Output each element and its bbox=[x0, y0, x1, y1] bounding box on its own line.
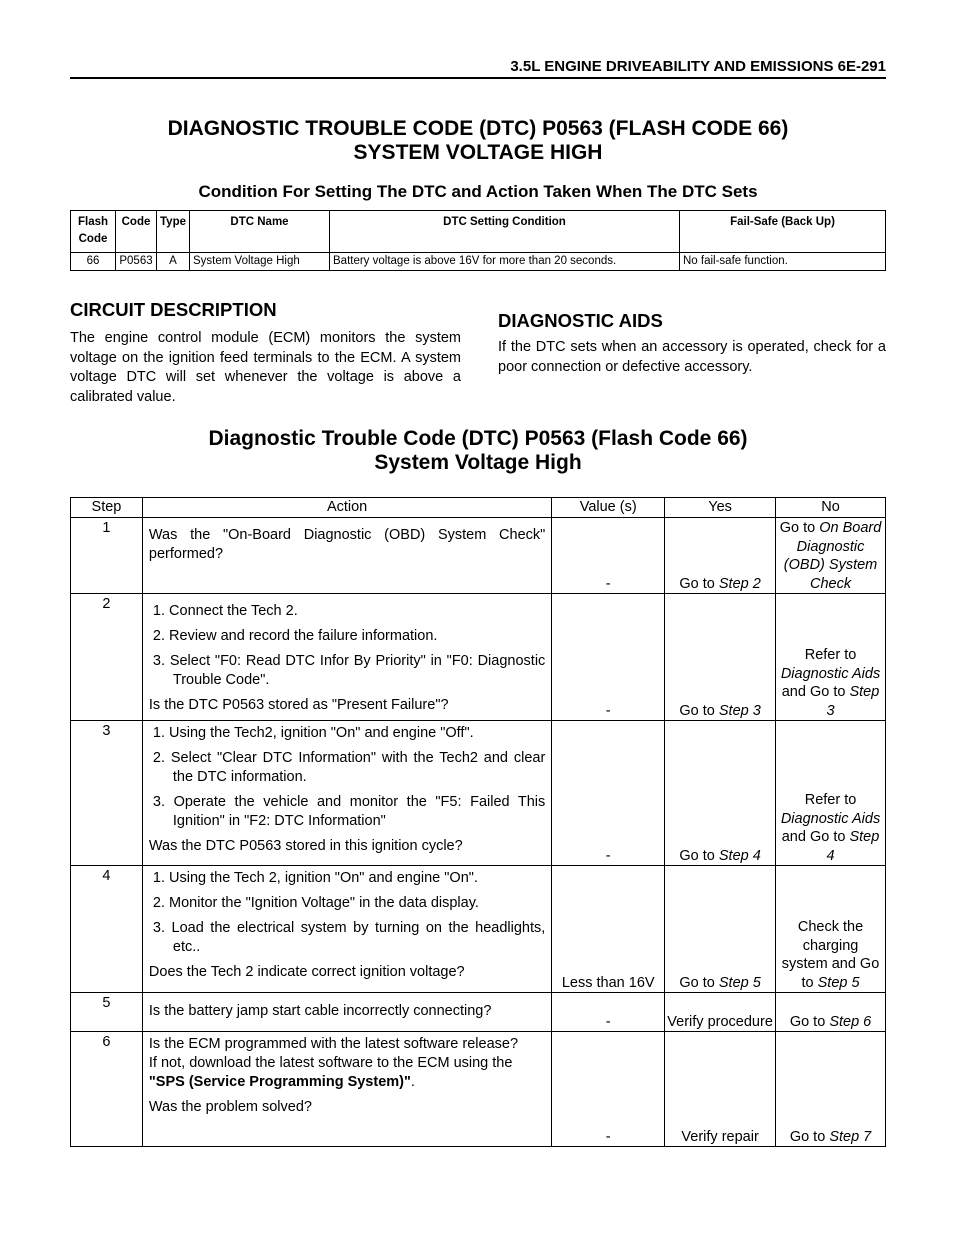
step-action bbox=[142, 721, 551, 866]
condition-table bbox=[70, 210, 886, 271]
step-number: 4 bbox=[71, 866, 143, 993]
circuit-description-text: The engine control module (ECM) monitors the system voltage on the ignition feed terminals to the ECM. A system voltage DTC will set whenever the voltage is above a calibrated value. bbox=[70, 330, 461, 405]
no-text: and Go to bbox=[781, 829, 850, 845]
no-obd-check-link[interactable]: On Board Diagnostic (OBD) System Check bbox=[783, 520, 882, 592]
table-row bbox=[71, 993, 886, 1032]
no-text: and Go to bbox=[781, 684, 850, 700]
cell-type: A bbox=[157, 253, 190, 271]
no-text: Refer to bbox=[804, 792, 857, 808]
no-step-link[interactable]: Step 3 bbox=[826, 684, 880, 719]
condition-header-row bbox=[71, 211, 886, 253]
step-yes bbox=[665, 594, 776, 721]
yes-text: Go to bbox=[679, 847, 719, 864]
condition-data-row bbox=[71, 253, 886, 271]
action-text: If not, download the latest software to the ECM using the bbox=[148, 1055, 513, 1071]
step-yes: Verify repair bbox=[665, 1032, 776, 1147]
table-title bbox=[70, 427, 886, 475]
step-no bbox=[776, 594, 886, 721]
no-diagnostic-aids-link[interactable]: Diagnostic Aids bbox=[780, 665, 881, 682]
action-item: 3. Select "F0: Read DTC Infor By Priority" in "F0: Diagnostic Trouble Code". bbox=[152, 653, 546, 688]
action-paragraph: Is the ECM programmed with the latest software release? bbox=[148, 1036, 519, 1052]
page-title bbox=[70, 117, 886, 165]
action-item: 2. Review and record the failure information. bbox=[152, 628, 438, 644]
step-number: 2 bbox=[71, 594, 143, 721]
action-item: 1. Using the Tech 2, ignition "On" and engine "On". bbox=[152, 870, 478, 886]
yes-step-link[interactable]: Step 5 bbox=[718, 974, 761, 991]
cell-code: P0563 bbox=[116, 253, 157, 271]
no-step-link[interactable]: Step 4 bbox=[826, 829, 880, 864]
no-text: Check the charging system and Go to bbox=[781, 919, 880, 991]
step-action bbox=[142, 993, 551, 1032]
diagnostic-aids-heading: DIAGNOSTIC AIDS bbox=[498, 310, 663, 331]
action-question: Was the problem solved? bbox=[148, 1099, 312, 1115]
table-title-line1: Diagnostic Trouble Code (DTC) P0563 (Flash Code 66) bbox=[208, 427, 748, 450]
header-yes: Yes bbox=[665, 498, 776, 518]
no-diagnostic-aids-link[interactable]: Diagnostic Aids bbox=[780, 810, 881, 827]
step-number: 3 bbox=[71, 721, 143, 866]
step-no bbox=[776, 518, 886, 594]
table-row bbox=[71, 518, 886, 594]
table-row bbox=[71, 721, 886, 866]
action-paragraph bbox=[149, 1054, 545, 1092]
action-item: 2. Monitor the "Ignition Voltage" in the data display. bbox=[152, 895, 479, 911]
action-item: 2. Select "Clear DTC Information" with the Tech2 and clear the DTC information. bbox=[152, 750, 546, 785]
step-yes bbox=[665, 866, 776, 993]
header-value: Value (s) bbox=[552, 498, 665, 518]
page-title-line1: DIAGNOSTIC TROUBLE CODE (DTC) P0563 (FLASH CODE 66) bbox=[167, 117, 789, 140]
step-yes bbox=[665, 721, 776, 866]
no-step-link[interactable]: Step 5 bbox=[817, 974, 860, 991]
action-question: Is the battery jamp start cable incorrectly connecting? bbox=[148, 1003, 492, 1019]
action-question: Was the "On-Board Diagnostic (OBD) System Check" performed? bbox=[148, 527, 546, 562]
no-step-link[interactable]: Step 6 bbox=[829, 1013, 872, 1030]
col-code: Code bbox=[116, 211, 157, 253]
yes-text: Go to bbox=[679, 702, 719, 719]
step-action bbox=[142, 1032, 551, 1147]
step-action bbox=[142, 518, 551, 594]
condition-heading: Condition For Setting The DTC and Action Taken When The DTC Sets bbox=[198, 182, 758, 201]
table-row bbox=[71, 1032, 886, 1147]
action-item: 1. Connect the Tech 2. bbox=[152, 603, 298, 619]
action-item: 3. Operate the vehicle and monitor the "F5: Failed This Ignition" in "F2: DTC Information" bbox=[152, 794, 546, 829]
col-setting-condition: DTC Setting Condition bbox=[330, 211, 680, 253]
step-action bbox=[142, 866, 551, 993]
header-rule bbox=[70, 77, 886, 79]
step-number: 5 bbox=[71, 993, 143, 1032]
page-title-line2: SYSTEM VOLTAGE HIGH bbox=[353, 141, 603, 164]
step-number: 6 bbox=[71, 1032, 143, 1147]
step-value: - bbox=[552, 993, 665, 1032]
step-no bbox=[776, 721, 886, 866]
action-question: Was the DTC P0563 stored in this ignition cycle? bbox=[148, 838, 463, 854]
no-text: Go to bbox=[789, 1013, 830, 1030]
step-yes: Verify procedure bbox=[665, 993, 776, 1032]
steps-header-row bbox=[71, 498, 886, 518]
cell-setting-condition: Battery voltage is above 16V for more than 20 seconds. bbox=[330, 253, 680, 271]
action-text: . bbox=[410, 1074, 415, 1090]
header-action: Action bbox=[142, 498, 551, 518]
action-item: 3. Load the electrical system by turning on the headlights, etc.. bbox=[152, 920, 546, 955]
step-yes bbox=[665, 518, 776, 594]
step-value: Less than 16V bbox=[552, 866, 665, 993]
no-text: Refer to bbox=[804, 647, 857, 663]
step-no bbox=[776, 866, 886, 993]
circuit-description-heading: CIRCUIT DESCRIPTION bbox=[70, 299, 277, 320]
no-step-link[interactable]: Step 7 bbox=[829, 1128, 872, 1145]
step-value: - bbox=[552, 594, 665, 721]
step-no bbox=[776, 993, 886, 1032]
yes-text: Go to bbox=[679, 974, 719, 991]
yes-text: Go to bbox=[679, 575, 719, 592]
col-dtc-name: DTC Name bbox=[190, 211, 330, 253]
diagnostic-aids-text: If the DTC sets when an accessory is operated, check for a poor connection or defective accessory. bbox=[498, 339, 886, 375]
running-head: 3.5L ENGINE DRIVEABILITY AND EMISSIONS 6E-291 bbox=[510, 58, 886, 75]
yes-step-link[interactable]: Step 3 bbox=[718, 702, 761, 719]
yes-step-link[interactable]: Step 2 bbox=[718, 575, 761, 592]
table-title-line2: System Voltage High bbox=[374, 451, 582, 474]
step-action bbox=[142, 594, 551, 721]
step-value: - bbox=[552, 518, 665, 594]
step-value: - bbox=[552, 1032, 665, 1147]
header-step: Step bbox=[71, 498, 143, 518]
action-question: Is the DTC P0563 stored as "Present Failure"? bbox=[148, 697, 449, 713]
action-question: Does the Tech 2 indicate correct ignition voltage? bbox=[148, 964, 465, 980]
no-text: Go to bbox=[789, 1128, 830, 1145]
step-value: - bbox=[552, 721, 665, 866]
yes-step-link[interactable]: Step 4 bbox=[718, 847, 761, 864]
action-item: 1. Using the Tech2, ignition "On" and engine "Off". bbox=[152, 725, 474, 741]
col-fail-safe: Fail-Safe (Back Up) bbox=[680, 211, 886, 253]
col-flash-code: Flash Code bbox=[71, 211, 116, 253]
step-no bbox=[776, 1032, 886, 1147]
cell-fail-safe: No fail-safe function. bbox=[680, 253, 886, 271]
header-no: No bbox=[776, 498, 886, 518]
step-number: 1 bbox=[71, 518, 143, 594]
table-row bbox=[71, 594, 886, 721]
cell-flash-code: 66 bbox=[71, 253, 116, 271]
diagnostic-steps-table bbox=[70, 497, 886, 1147]
col-type: Type bbox=[157, 211, 190, 253]
cell-dtc-name: System Voltage High bbox=[190, 253, 330, 271]
table-row bbox=[71, 866, 886, 993]
no-text: Go to bbox=[779, 520, 820, 536]
sps-bold-text: "SPS (Service Programming System)" bbox=[148, 1074, 411, 1090]
